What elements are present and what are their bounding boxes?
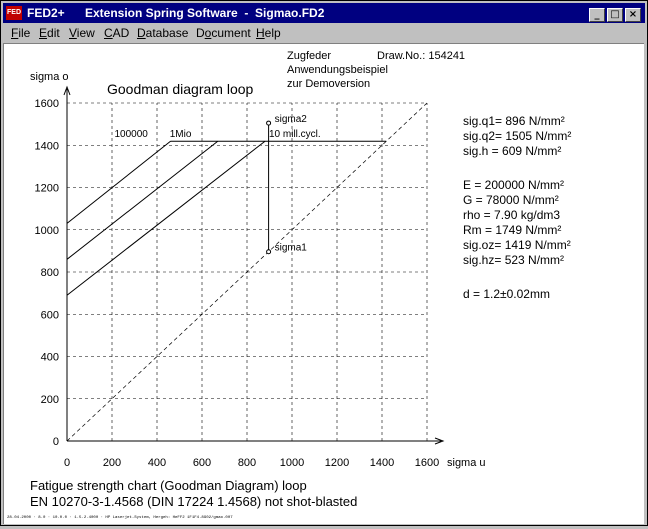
menu-database-key: D (137, 26, 146, 40)
param-d: d = 1.2±0.02mm (463, 287, 550, 301)
menu-help[interactable] (256, 26, 281, 40)
document-area (3, 43, 644, 524)
sigma2-label: sigma2 (274, 114, 307, 126)
menu-help-key: H (256, 26, 265, 40)
menu-edit-rest: dit (47, 26, 60, 40)
y-tick-label: 800 (40, 267, 59, 279)
series-label: 100000 (114, 129, 148, 141)
param-rm: Rm = 1749 N/mm² (463, 223, 562, 237)
x-tick-label: 200 (102, 457, 122, 469)
y-tick-label: 1200 (34, 182, 59, 195)
x-tick-label: 600 (192, 457, 212, 469)
app-name: FED2+ (27, 6, 65, 20)
header-line3: zur Demoversion (287, 78, 371, 90)
y-tick-label: 600 (40, 309, 59, 322)
y-axis-label: sigma o (30, 71, 69, 83)
menu-cad-key: C (104, 26, 113, 40)
param-e: E = 200000 N/mm² (463, 178, 565, 192)
sigma1-label: sigma1 (274, 242, 307, 254)
goodman-chart (4, 44, 644, 524)
param-rho: rho = 7.90 kg/dm3 (463, 208, 561, 222)
sigma2-point (267, 121, 271, 125)
menu-view-rest: iew (76, 26, 95, 40)
x-tick-label: 1400 (369, 457, 395, 469)
close-button[interactable]: × (625, 8, 641, 22)
menu-edit[interactable] (39, 26, 60, 40)
param-sig-hz: sig.hz= 523 N/mm² (463, 253, 565, 267)
x-tick-label: 800 (237, 457, 257, 469)
title-bar[interactable] (3, 3, 645, 23)
minimize-button[interactable]: _ (589, 8, 605, 22)
menu-database[interactable] (137, 26, 188, 40)
x-tick-label: 1600 (414, 457, 440, 469)
header-drawno: Draw.No.: 154241 (377, 50, 466, 62)
y-tick-label: 0 (52, 436, 59, 448)
series-line (67, 141, 218, 259)
header-zugfeder: Zugfeder (287, 50, 332, 62)
x-tick-label: 400 (147, 457, 167, 469)
menu-file-key: F (11, 26, 19, 40)
menu-edit-key: E (39, 26, 48, 40)
param-sig-q1: sig.q1= 896 N/mm² (463, 114, 565, 128)
menu-document-pre: D (196, 26, 205, 40)
param-sig-oz: sig.oz= 1419 N/mm² (463, 238, 571, 252)
status-line: 28.04.2000 · 8.0 · 10.0.0 · 1.5.2.4000 · HP Laserjet-System, Hergeh: HeFF2 1F1F4.8902/gmao.007 (7, 516, 233, 520)
menu-document-key: o (204, 26, 212, 40)
y-tick-label: 1000 (34, 224, 59, 237)
menu-view[interactable] (69, 26, 95, 40)
y-tick-label: 200 (40, 393, 59, 406)
x-axis-label: sigma u (447, 457, 486, 469)
menu-view-key: V (69, 26, 77, 40)
chart-ticks (35, 98, 440, 469)
x-tick-label: 0 (63, 457, 71, 469)
footer-line2: EN 10270-3-1.4568 (DIN 17224 1.4568) not shot-blasted (30, 494, 358, 509)
menu-bar (3, 24, 645, 42)
param-g: G = 78000 N/mm² (463, 193, 559, 207)
app-icon: FED (6, 6, 22, 20)
y-tick-label: 1600 (34, 98, 59, 110)
menu-database-rest: atabase (145, 26, 189, 40)
series-line (67, 141, 171, 223)
header-line2: Anwendungsbeispiel (287, 64, 388, 76)
footer-line1: Fatigue strength chart (Goodman Diagram) loop (30, 478, 307, 493)
window-title: Extension Spring Software - Sigmao.FD2 (85, 6, 325, 20)
menu-file-rest: ile (18, 26, 31, 40)
menu-document-rest: cument (211, 26, 251, 40)
menu-file[interactable] (11, 26, 30, 40)
menu-cad[interactable] (104, 26, 129, 40)
sigma1-point (267, 250, 271, 254)
maximize-button[interactable]: □ (607, 8, 623, 22)
series-label: 10 mill.cycl. (269, 129, 321, 141)
menu-help-rest: elp (264, 26, 281, 40)
series-label: 1Mio (169, 129, 192, 141)
y-tick-label: 400 (40, 351, 59, 364)
chart-title: Goodman diagram loop (107, 81, 254, 97)
menu-document[interactable] (196, 26, 251, 40)
x-tick-label: 1200 (324, 457, 350, 469)
y-tick-label: 1400 (34, 140, 59, 153)
menu-cad-rest: AD (112, 26, 130, 40)
x-tick-label: 1000 (279, 457, 305, 469)
param-sig-h: sig.h = 609 N/mm² (463, 144, 562, 158)
param-sig-q2: sig.q2= 1505 N/mm² (463, 129, 572, 143)
